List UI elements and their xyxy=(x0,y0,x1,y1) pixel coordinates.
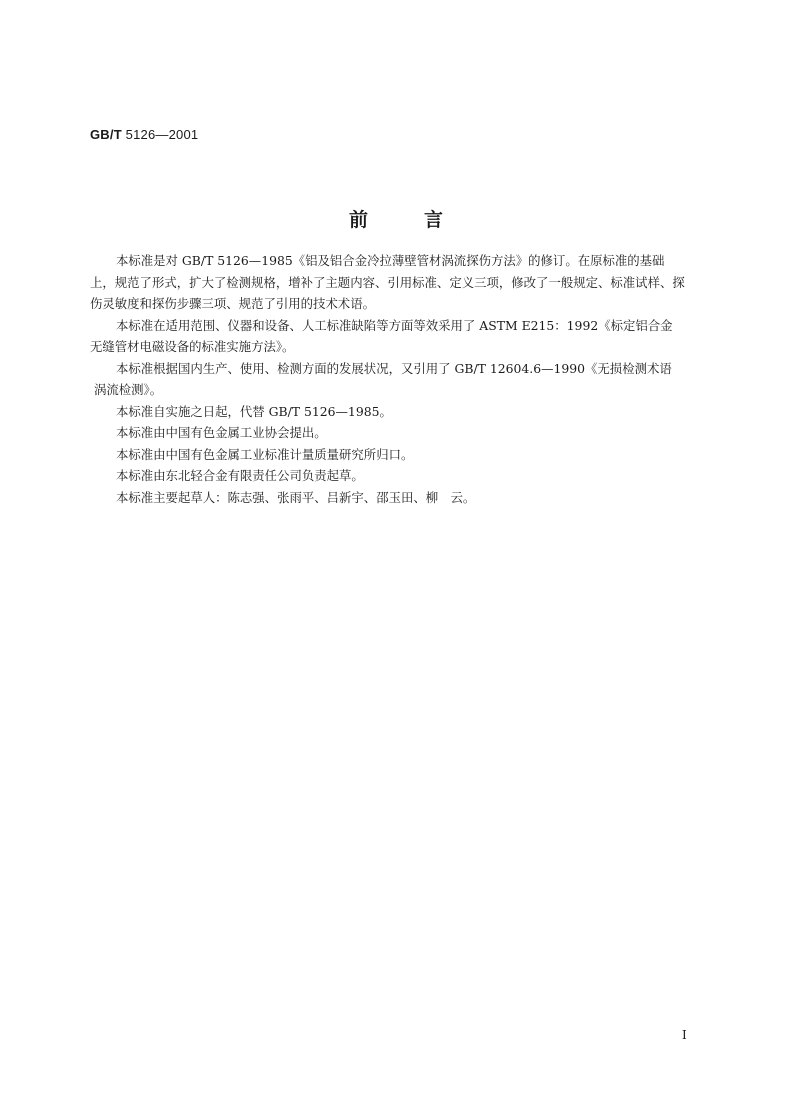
paragraph-line: 本标准根据国内生产、使用、检测方面的发展状况，又引用了 GB/T 12604.6—1990《无损检测术语 xyxy=(116,360,672,376)
paragraph-revision xyxy=(90,250,708,315)
page-number: I xyxy=(682,1028,687,1042)
title-char-2: 言 xyxy=(424,209,444,231)
paragraph-drafting-unit xyxy=(90,465,708,487)
paragraph-line: 本标准主要起草人：陈志强、张雨平、吕新宇、邵玉田、柳 云。 xyxy=(116,489,476,505)
paragraph-reference xyxy=(90,358,708,401)
paragraph-line: 本标准由中国有色金属工业协会提出。 xyxy=(116,425,327,440)
paragraph-centralized xyxy=(90,444,708,466)
paragraph-proposer xyxy=(90,422,708,444)
paragraph-equivalence xyxy=(90,315,708,358)
paragraph-line: 上，规范了形式，扩大了检测规格，增补了主题内容、引用标准、定义三项，修改了一般规定、标准试样、探 xyxy=(90,274,685,290)
title-char-1: 前 xyxy=(348,209,368,231)
paragraph-line: 本标准在适用范围、仪器和设备、人工标准缺陷等方面等效采用了 ASTM E215：1992《标定铝合金 xyxy=(116,317,673,333)
standard-number: 5126—2001 xyxy=(121,127,199,142)
foreword-body xyxy=(90,250,708,508)
document-code-header xyxy=(90,127,198,142)
paragraph-line: 本标准由东北轻合金有限责任公司负责起草。 xyxy=(116,468,364,483)
paragraph-line: 涡流检测》。 xyxy=(94,382,163,397)
paragraph-drafters xyxy=(90,487,708,509)
paragraph-line: 本标准自实施之日起，代替 GB/T 5126—1985。 xyxy=(116,403,392,419)
paragraph-replacement xyxy=(90,401,708,423)
paragraph-line: 伤灵敏度和探伤步骤三项、规范了引用的技术术语。 xyxy=(90,296,375,311)
page-title xyxy=(0,205,792,232)
paragraph-line: 本标准是对 GB/T 5126—1985《铝及铝合金冷拉薄壁管材涡流探伤方法》的修订。在原标准的基础 xyxy=(116,253,665,268)
paragraph-line: 本标准由中国有色金属工业标准计量质量研究所归口。 xyxy=(116,446,414,462)
paragraph-line: 无缝管材电磁设备的标准实施方法》。 xyxy=(90,339,295,354)
standard-prefix: GB/T xyxy=(90,127,122,142)
